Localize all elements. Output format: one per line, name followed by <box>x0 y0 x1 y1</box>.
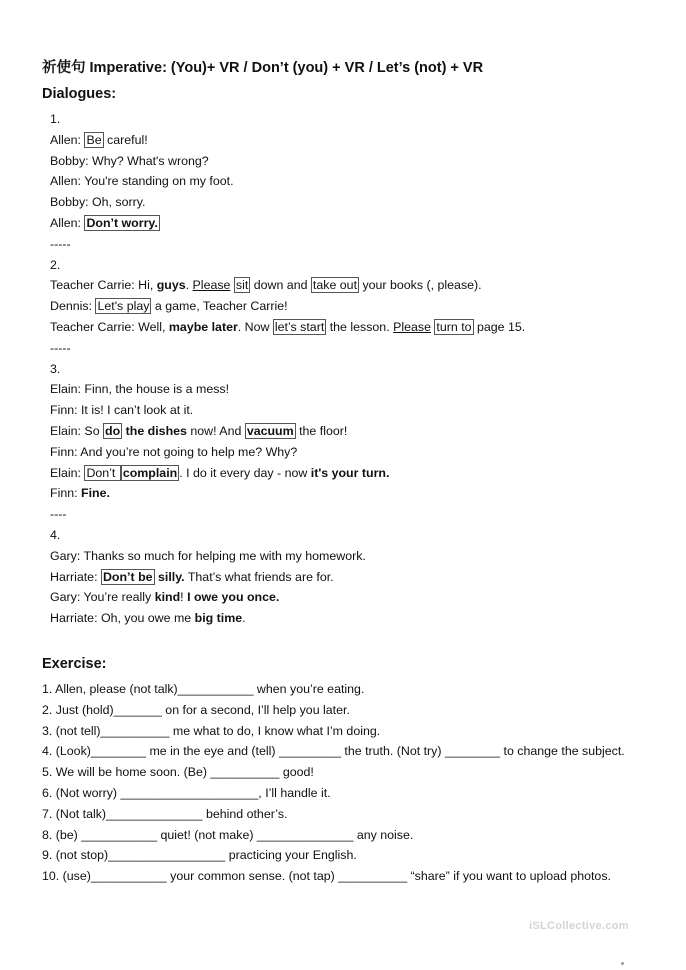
dialogue-line <box>50 442 297 462</box>
dialogue-line <box>50 359 60 379</box>
dialogue-line <box>50 255 60 275</box>
dialogue-text: ---- <box>50 507 67 522</box>
dialogue-text: Finn: <box>50 486 81 501</box>
dialogue-text: Bobby: Why? What's wrong? <box>50 153 209 168</box>
dialogue-text: Don’t worry. <box>86 216 158 230</box>
exercise-item: 8. (be) ___________ quiet! (not make) ______________ any noise. <box>42 827 414 842</box>
dialogue-text: big time <box>194 611 243 626</box>
dialogue-line <box>50 504 67 524</box>
dialogue-line <box>50 109 60 129</box>
dialogue-text: Bobby: Oh, sorry. <box>50 195 146 210</box>
dialogue-line <box>50 525 60 545</box>
dialogue-text: ! <box>180 590 188 605</box>
watermark: iSLCollective.com <box>529 920 629 932</box>
dialogue-text: do <box>105 424 121 438</box>
dialogue-text: the floor! <box>295 424 348 438</box>
dialogue-text: turn to <box>436 320 472 334</box>
dialogue-text: 1. <box>50 112 61 126</box>
dialogue-text: sit <box>235 278 249 293</box>
exercise-item: 9. (not stop)_________________ practicing your English. <box>42 848 357 863</box>
dialogue-line <box>50 587 279 607</box>
dialogue-line <box>50 234 71 254</box>
dialogue-line <box>50 546 366 566</box>
exercise-item: 4. (Look)________ me in the eye and (tell) _________ the truth. (Not try) ________ to change the subject. <box>42 744 625 759</box>
dialogue-text: vacuum <box>246 424 294 438</box>
dialogue-line <box>50 192 146 212</box>
exercise-item: 10. (use)___________ your common sense. (not tap) __________ “share” if you want to upload photos. <box>42 869 611 884</box>
dialogue-text: . <box>242 611 246 626</box>
dialogue-text: Teacher Carrie: Hi, <box>50 278 157 293</box>
dialogue-text: guys <box>156 278 186 293</box>
dialogue-text: a game, Teacher Carrie! <box>151 299 288 314</box>
dialogue-text: That’s what friends are for. <box>184 569 334 584</box>
dialogue-text: page 15. <box>473 320 526 334</box>
dialogue-text: it's your turn. <box>310 465 390 480</box>
exercise-item: 2. Just (hold)_______ on for a second, I’ll help you later. <box>42 702 350 717</box>
dialogue-text: Elain: So <box>50 424 104 438</box>
dialogue-text: Please <box>192 278 231 293</box>
dialogue-line <box>50 338 71 358</box>
dialogue-line <box>50 483 110 503</box>
dialogue-text: 2. <box>50 257 61 272</box>
dialogue-line <box>50 151 209 171</box>
dialogue-line <box>50 296 288 316</box>
page-title: 祈使句 Imperative: (You)+ VR / Don’t (you) + VR / Let’s (not) + VR <box>42 60 484 76</box>
dialogue-line <box>50 171 234 191</box>
dialogues-heading: Dialogues: <box>42 86 117 102</box>
dialogue-text: silly. <box>157 569 185 584</box>
dialogue-text: Teacher Carrie: Well, <box>50 320 169 334</box>
dialogue-text: the lesson. <box>326 320 394 334</box>
dialogue-line <box>50 213 160 233</box>
dialogue-text: Be <box>86 132 102 147</box>
dialogue-text: Please <box>393 320 431 334</box>
dialogue-line <box>50 400 193 420</box>
dialogue-line <box>50 567 334 587</box>
dialogue-text: . I do it every day - now <box>179 465 311 480</box>
dialogue-text: take out <box>312 278 358 293</box>
dialogue-text: Elain: <box>50 465 85 480</box>
dialogue-text: kind <box>154 590 181 605</box>
dialogue-text: Finn: It is! I can’t look at it. <box>50 403 194 418</box>
dialogue-text: ----- <box>50 340 71 355</box>
dialogue-text: . Now <box>237 320 273 334</box>
dialogue-text: ----- <box>50 236 71 251</box>
dialogue-text: Harriate: Oh, you owe me <box>50 611 195 626</box>
dialogue-text: Finn: And you’re not going to help me? Why? <box>50 444 298 459</box>
dialogue-text: Let's play <box>97 299 150 314</box>
dialogue-text: Allen: <box>50 132 85 147</box>
dialogue-text: Fine. <box>81 486 110 501</box>
dialogue-text: Gary: Thanks so much for helping me with my homework. <box>50 548 366 563</box>
dialogue-line <box>50 130 148 150</box>
dialogue-line <box>50 379 229 399</box>
dialogue-text: Harriate: <box>50 569 101 584</box>
exercise-item: 5. We will be home soon. (Be) __________ good! <box>42 765 314 780</box>
dialogue-line <box>50 421 347 441</box>
dialogue-text: 4. <box>50 528 61 542</box>
dialogue-text: your books (, please). <box>359 278 482 293</box>
dialogue-line <box>50 275 482 295</box>
dialogue-text: careful! <box>103 132 148 147</box>
exercise-item: 3. (not tell)__________ me what to do, I know what I’m doing. <box>42 723 381 738</box>
dialogue-text: Allen: <box>50 216 85 230</box>
dialogue-text: I owe you once. <box>187 590 280 605</box>
dialogue-text: Allen: You're standing on my foot. <box>50 174 234 189</box>
dialogue-line <box>50 317 525 337</box>
dialogue-text: Elain: Finn, the house is a mess! <box>50 382 230 397</box>
decorative-dot <box>621 962 624 965</box>
dialogue-text: let’s start <box>274 320 325 334</box>
dialogue-line <box>50 463 389 483</box>
dialogue-text: complain <box>122 465 178 480</box>
dialogue-line <box>50 608 246 628</box>
dialogue-text: now! And <box>186 424 245 438</box>
exercise-item: 6. (Not worry) ____________________, I’ll handle it. <box>42 786 331 800</box>
exercise-item: 1. Allen, please (not talk)___________ when you’re eating. <box>42 682 365 696</box>
exercise-item: 7. (Not talk)______________ behind other’s. <box>42 806 288 821</box>
dialogue-text: Don’t <box>86 465 119 480</box>
dialogue-text: Don’t be <box>102 569 153 584</box>
dialogue-text: the dishes <box>125 424 187 438</box>
dialogue-text: Dennis: <box>50 299 96 314</box>
dialogue-text: maybe later <box>168 320 238 334</box>
dialogue-text: down and <box>250 278 311 293</box>
exercise-heading: Exercise: <box>42 656 107 672</box>
dialogue-text: . <box>185 278 193 293</box>
dialogue-text: 3. <box>50 361 61 376</box>
dialogue-text: Gary: You’re really <box>50 590 155 605</box>
